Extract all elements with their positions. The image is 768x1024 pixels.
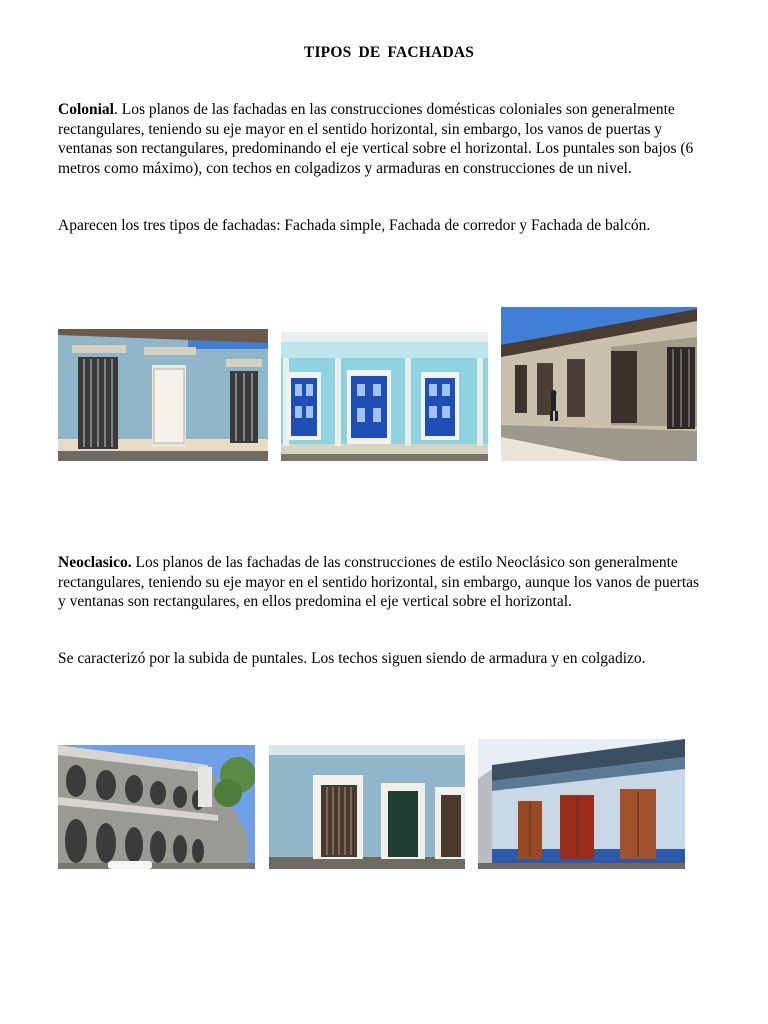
neoclasico-facade-photo-1	[58, 745, 255, 869]
colonial-text: . Los planos de las fachadas en las construcciones domésticas coloniales son generalmente rectangulares, teniendo su eje mayor en el sentido horizontal, sin embargo, los vanos de puertas y ventanas son rectangulares, predominando el eje vertical sobre el horizontal. Los puntales son bajos (6 metros como máximo), con techos en colgadizos y armaduras en construcciones de un nivel.	[58, 101, 694, 177]
neoclasico-heading: Neoclasico.	[58, 554, 132, 571]
neoclasico-puntales-paragraph: Se caracterizó por la subida de puntales. Los techos siguen siendo de armadura y en colgadizo.	[58, 650, 646, 667]
neoclasico-facade-photo-2	[269, 745, 465, 869]
neoclasico-paragraph	[58, 553, 706, 612]
colonial-paragraph	[58, 100, 706, 178]
colonial-types-paragraph: Aparecen los tres tipos de fachadas: Fachada simple, Fachada de corredor y Fachada de balcón.	[58, 217, 651, 234]
colonial-facade-photo-1	[58, 329, 268, 461]
neoclasico-facade-photo-3	[478, 739, 685, 869]
colonial-facade-photo-2	[281, 332, 488, 461]
neoclasico-text: Los planos de las fachadas de las construcciones de estilo Neoclásico son generalmente rectangulares, teniendo su eje mayor en el sentido horizontal, sin embargo, aunque los vanos de puertas y ventanas son rectangulares, en ellos predomina el eje vertical sobre el horizontal.	[58, 554, 700, 611]
colonial-facade-photo-3	[501, 307, 697, 461]
page-title: TIPOS DE FACHADAS	[303, 44, 475, 61]
colonial-heading: Colonial	[58, 101, 114, 118]
